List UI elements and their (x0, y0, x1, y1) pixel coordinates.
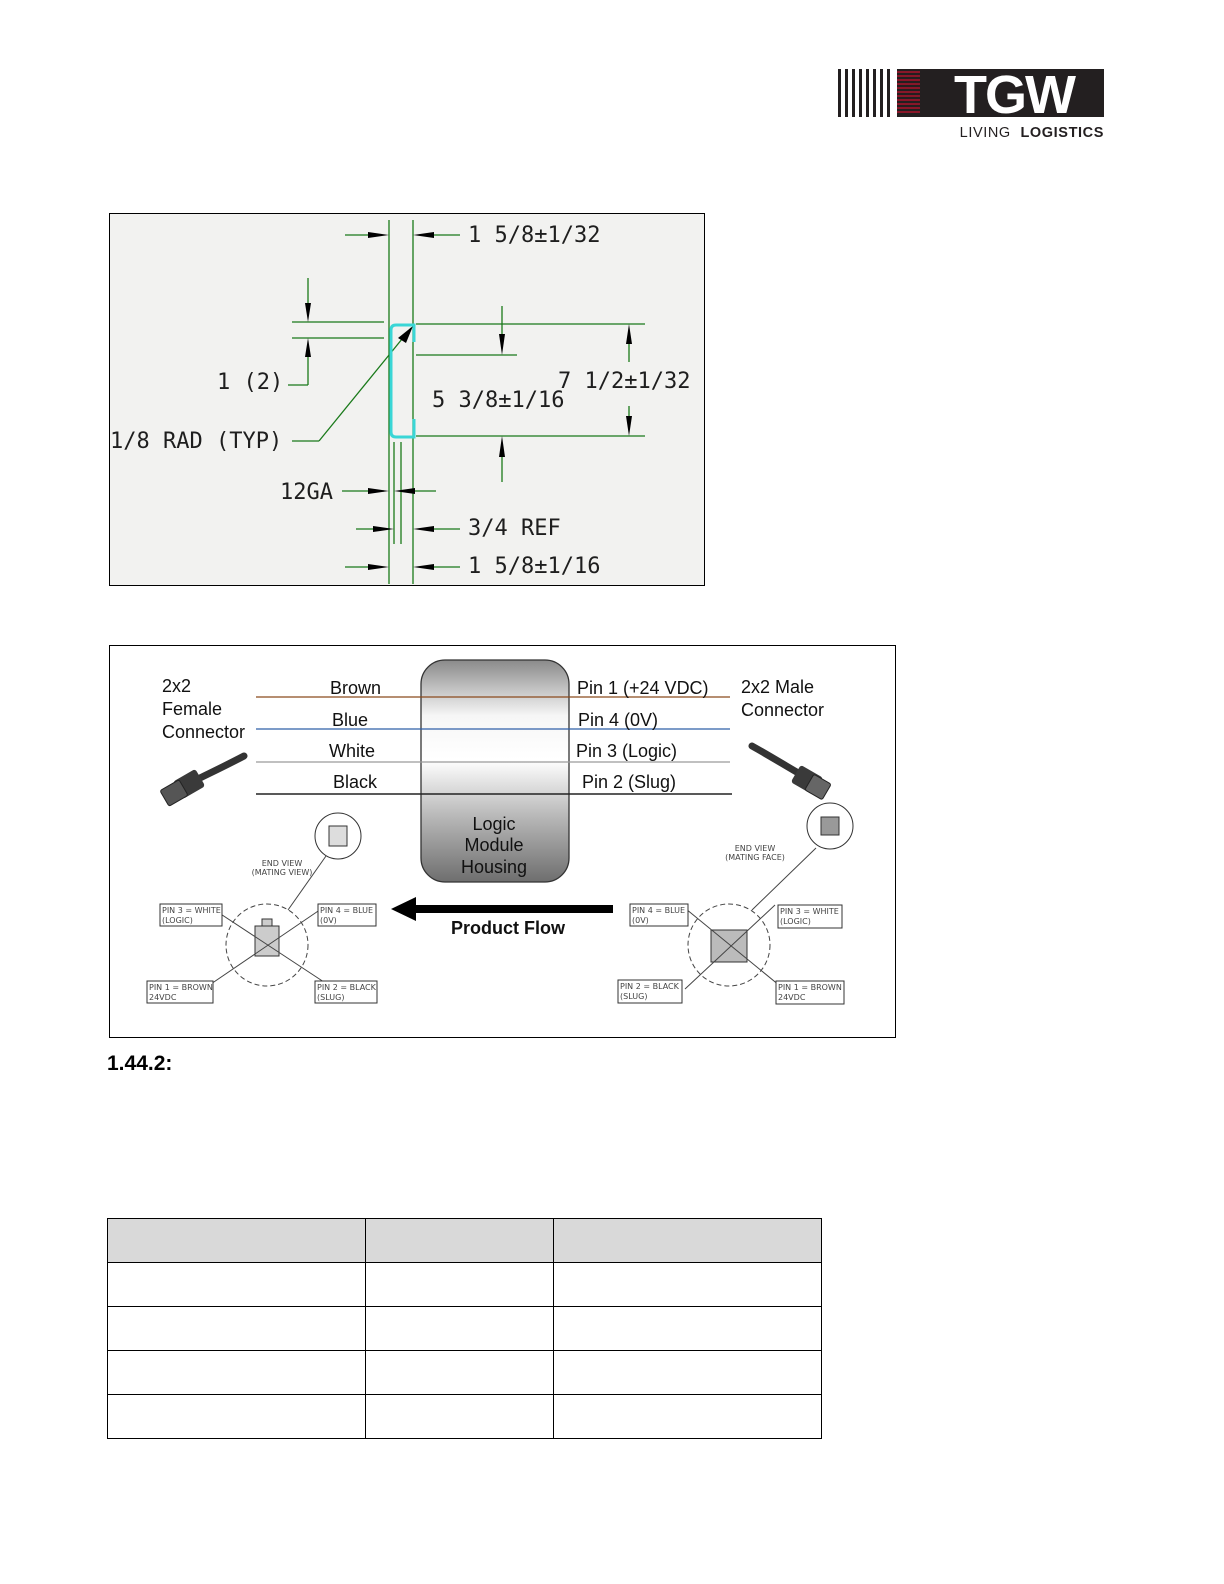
table-cell (108, 1395, 366, 1439)
table-row (108, 1307, 822, 1351)
table-header-cell (108, 1219, 366, 1263)
wire-label-blue: Blue (332, 710, 369, 730)
table-cell (366, 1395, 554, 1439)
module-label-3: Housing (460, 857, 528, 877)
table-cell (554, 1263, 822, 1307)
table-cell (554, 1351, 822, 1395)
logo-tagline-light: LIVING (959, 125, 1011, 141)
female-connector-icon (160, 756, 244, 806)
left-pin3-label-2: (LOGIC) (162, 916, 193, 925)
right-pin1-label-2: 24VDC (778, 993, 806, 1002)
right-pin4-label-2: (0V) (632, 916, 649, 925)
wire-label-white: White (329, 741, 376, 761)
dim-bottom-width: 1 5/8±1/16 (468, 554, 601, 579)
pin-label-2: Pin 2 (Slug) (582, 772, 677, 792)
wire-label-brown: Brown (330, 678, 382, 698)
product-flow-label: Product Flow (451, 918, 565, 938)
right-pin1-label-1: PIN 1 = BROWN (778, 983, 842, 992)
dim-inner-height: 5 3/8±1/16 (432, 388, 565, 413)
right-pin3-label-2: (LOGIC) (780, 917, 811, 926)
logo-tagline-bold: LOGISTICS (1020, 125, 1104, 141)
left-end-view (147, 813, 377, 1003)
left-pin1-label-1: PIN 1 = BROWN (149, 983, 213, 992)
logo-brand: TGW (954, 66, 1074, 125)
table-cell (366, 1351, 554, 1395)
table-cell (108, 1307, 366, 1351)
section-number: 1.44.2: (107, 1052, 173, 1075)
logo-bars (838, 69, 890, 117)
female-connector-line1: 2x2 (162, 676, 192, 696)
dim-flange: 1 (2) (217, 370, 284, 395)
spec-table (107, 1218, 822, 1439)
female-connector-line2: Female (162, 699, 223, 719)
right-pin3-label-1: PIN 3 = WHITE (780, 907, 839, 916)
left-view-caption-1: END VIEW (261, 859, 303, 868)
pin-label-3: Pin 3 (Logic) (576, 741, 678, 761)
left-pin3-label-1: PIN 3 = WHITE (162, 906, 221, 915)
pin-label-1: Pin 1 (+24 VDC) (577, 678, 709, 698)
dim-top-width: 1 5/8±1/32 (468, 223, 601, 248)
table-header-row (108, 1219, 822, 1263)
dim-lip-ref: 3/4 REF (468, 516, 561, 541)
dim-gauge: 12GA (280, 480, 333, 505)
left-pin4-label-1: PIN 4 = BLUE (320, 906, 374, 915)
male-connector-line1: 2x2 Male (741, 677, 815, 697)
left-pin2-label-2: (SLUG) (317, 993, 345, 1002)
table-row (108, 1395, 822, 1439)
table-row (108, 1351, 822, 1395)
pin-label-4: Pin 4 (0V) (578, 710, 659, 730)
male-connector-line2: Connector (741, 700, 825, 720)
table-cell (554, 1395, 822, 1439)
dim-radius: 1/8 RAD (TYP) (110, 429, 283, 454)
module-label-2: Module (464, 835, 524, 855)
tgw-logo (836, 66, 1108, 142)
wiring-diagram (109, 645, 896, 1038)
left-pin4-label-2: (0V) (320, 916, 337, 925)
right-view-caption-1: END VIEW (734, 844, 776, 853)
table-cell (554, 1307, 822, 1351)
table-cell (108, 1263, 366, 1307)
table-row (108, 1263, 822, 1307)
female-connector-line3: Connector (162, 722, 246, 742)
left-view-caption-2: (MATING VIEW) (251, 868, 313, 877)
table-header-cell (366, 1219, 554, 1263)
module-label-1: Logic (472, 814, 516, 834)
left-pin2-label-1: PIN 2 = BLACK (317, 983, 376, 992)
male-connector-icon (752, 746, 831, 800)
wire-label-black: Black (333, 772, 378, 792)
right-pin2-label-2: (SLUG) (620, 992, 648, 1001)
profile-drawing (109, 213, 705, 586)
right-end-view (618, 803, 853, 1004)
table-cell (108, 1351, 366, 1395)
right-view-caption-2: (MATING FACE) (725, 853, 785, 862)
table-header-cell (554, 1219, 822, 1263)
right-pin4-label-1: PIN 4 = BLUE (632, 906, 686, 915)
dim-outer-height: 7 1/2±1/32 (558, 369, 691, 394)
svg-text:LIVING LOGISTICS (960, 125, 1104, 141)
right-pin2-label-1: PIN 2 = BLACK (620, 982, 679, 991)
left-pin1-label-2: 24VDC (149, 993, 177, 1002)
table-cell (366, 1263, 554, 1307)
channel-profile (391, 325, 414, 437)
table-cell (366, 1307, 554, 1351)
